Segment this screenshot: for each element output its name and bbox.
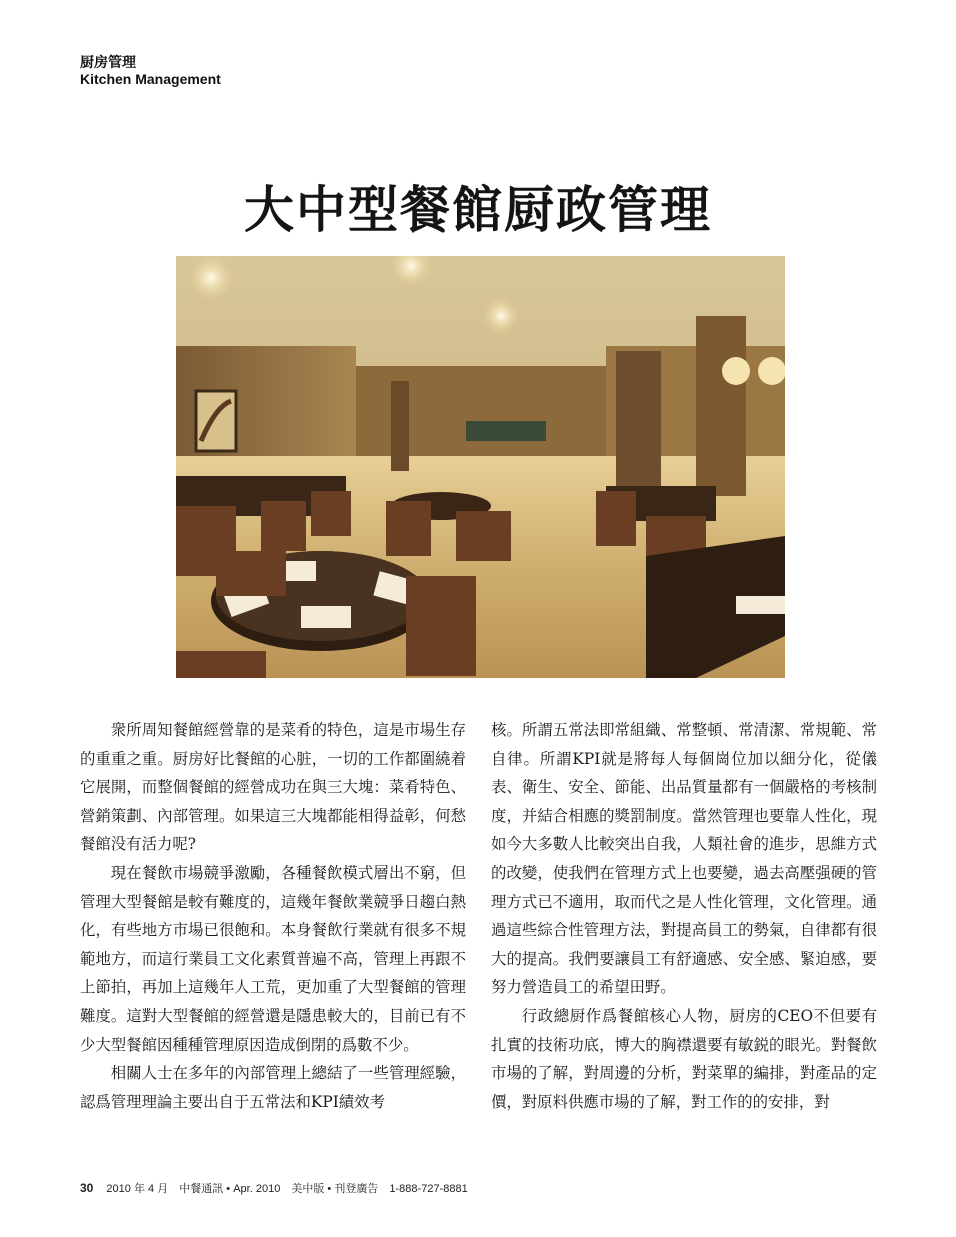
page-footer <box>80 1180 468 1196</box>
paragraph: 相關人士在多年的內部管理上總結了一些管理經驗，認爲管理理論主要出自于五常法和KPI績效考 <box>80 1064 466 1111</box>
section-label-zh: 厨房管理 <box>80 55 136 71</box>
paragraph: 現在餐飲市場競爭激勵，各種餐飲模式層出不窮，但管理大型餐館是較有難度的，這幾年餐飲業競爭日趨白熱化，有些地方市場已很飽和。本身餐飲行業就有很多不規範地方，而這行業員工文化素質普遍不高，管理上再跟不上節拍，再加上這幾年人工荒，更加重了大型餐館的管理難度。這對大型餐館的經營還是隱患較大的，目前已有不少大型餐館因種種管理原因造成倒閉的爲數不少。 <box>80 863 466 1054</box>
publication-name: 中餐通訊 • Apr. 2010 <box>179 1183 281 1195</box>
edition-label: 美中版 • 刊登廣告 <box>291 1183 379 1195</box>
page-number: 30 <box>80 1181 94 1195</box>
issue-date: 2010 年 4 月 <box>106 1183 169 1195</box>
paragraph: 衆所周知餐館經營靠的是菜肴的特色，這是市場生存的重重之重。厨房好比餐館的心脏，一切的工作都圍繞着它展開，而整個餐館的經營成功在與三大塊：菜肴特色、營銷策劃、內部管理。如果這三大塊都能相得益彰，何愁餐館没有活力呢? <box>80 721 466 854</box>
paragraph: 行政總厨作爲餐館核心人物，厨房的CEO不但要有扎實的技術功底，博大的胸襟還要有敏鋭的眼光。對餐飲市場的了解，對周邊的分析，對菜單的編排，對產品的定價，對原料供應市場的了解，對工作的的安排，對 <box>491 1006 877 1111</box>
section-label-en: Kitchen Management <box>80 71 221 87</box>
article-title: 大中型餐館厨政管理 <box>244 181 712 239</box>
article-right-column <box>491 716 877 1116</box>
paragraph-continued: 核。所謂五常法即常組織、常整頓、常清潔、常規範、常自律。所謂KPI就是將每人每個崗位加以細分化，從儀表、衛生、安全、節能、出品質量都有一個嚴格的考核制度，并結合相應的獎罰制度。當然管理也要靠人性化，現如今大多數人比較突出自我，人類社會的進步，思維方式的改變，使我們在管理方式上也要變，過去高壓强硬的管理方式已不適用，取而代之是人性化管理，文化管理。通過這些綜合性管理方法，對提高員工的勢氣，自律都有很大的提高。我們要讓員工有舒適感、安全感、緊迫感，要努力營造員工的希望田野。 <box>491 721 877 997</box>
restaurant-photo <box>176 256 785 678</box>
article-left-column <box>80 716 466 1116</box>
phone-number: 1-888-727-8881 <box>389 1183 468 1195</box>
